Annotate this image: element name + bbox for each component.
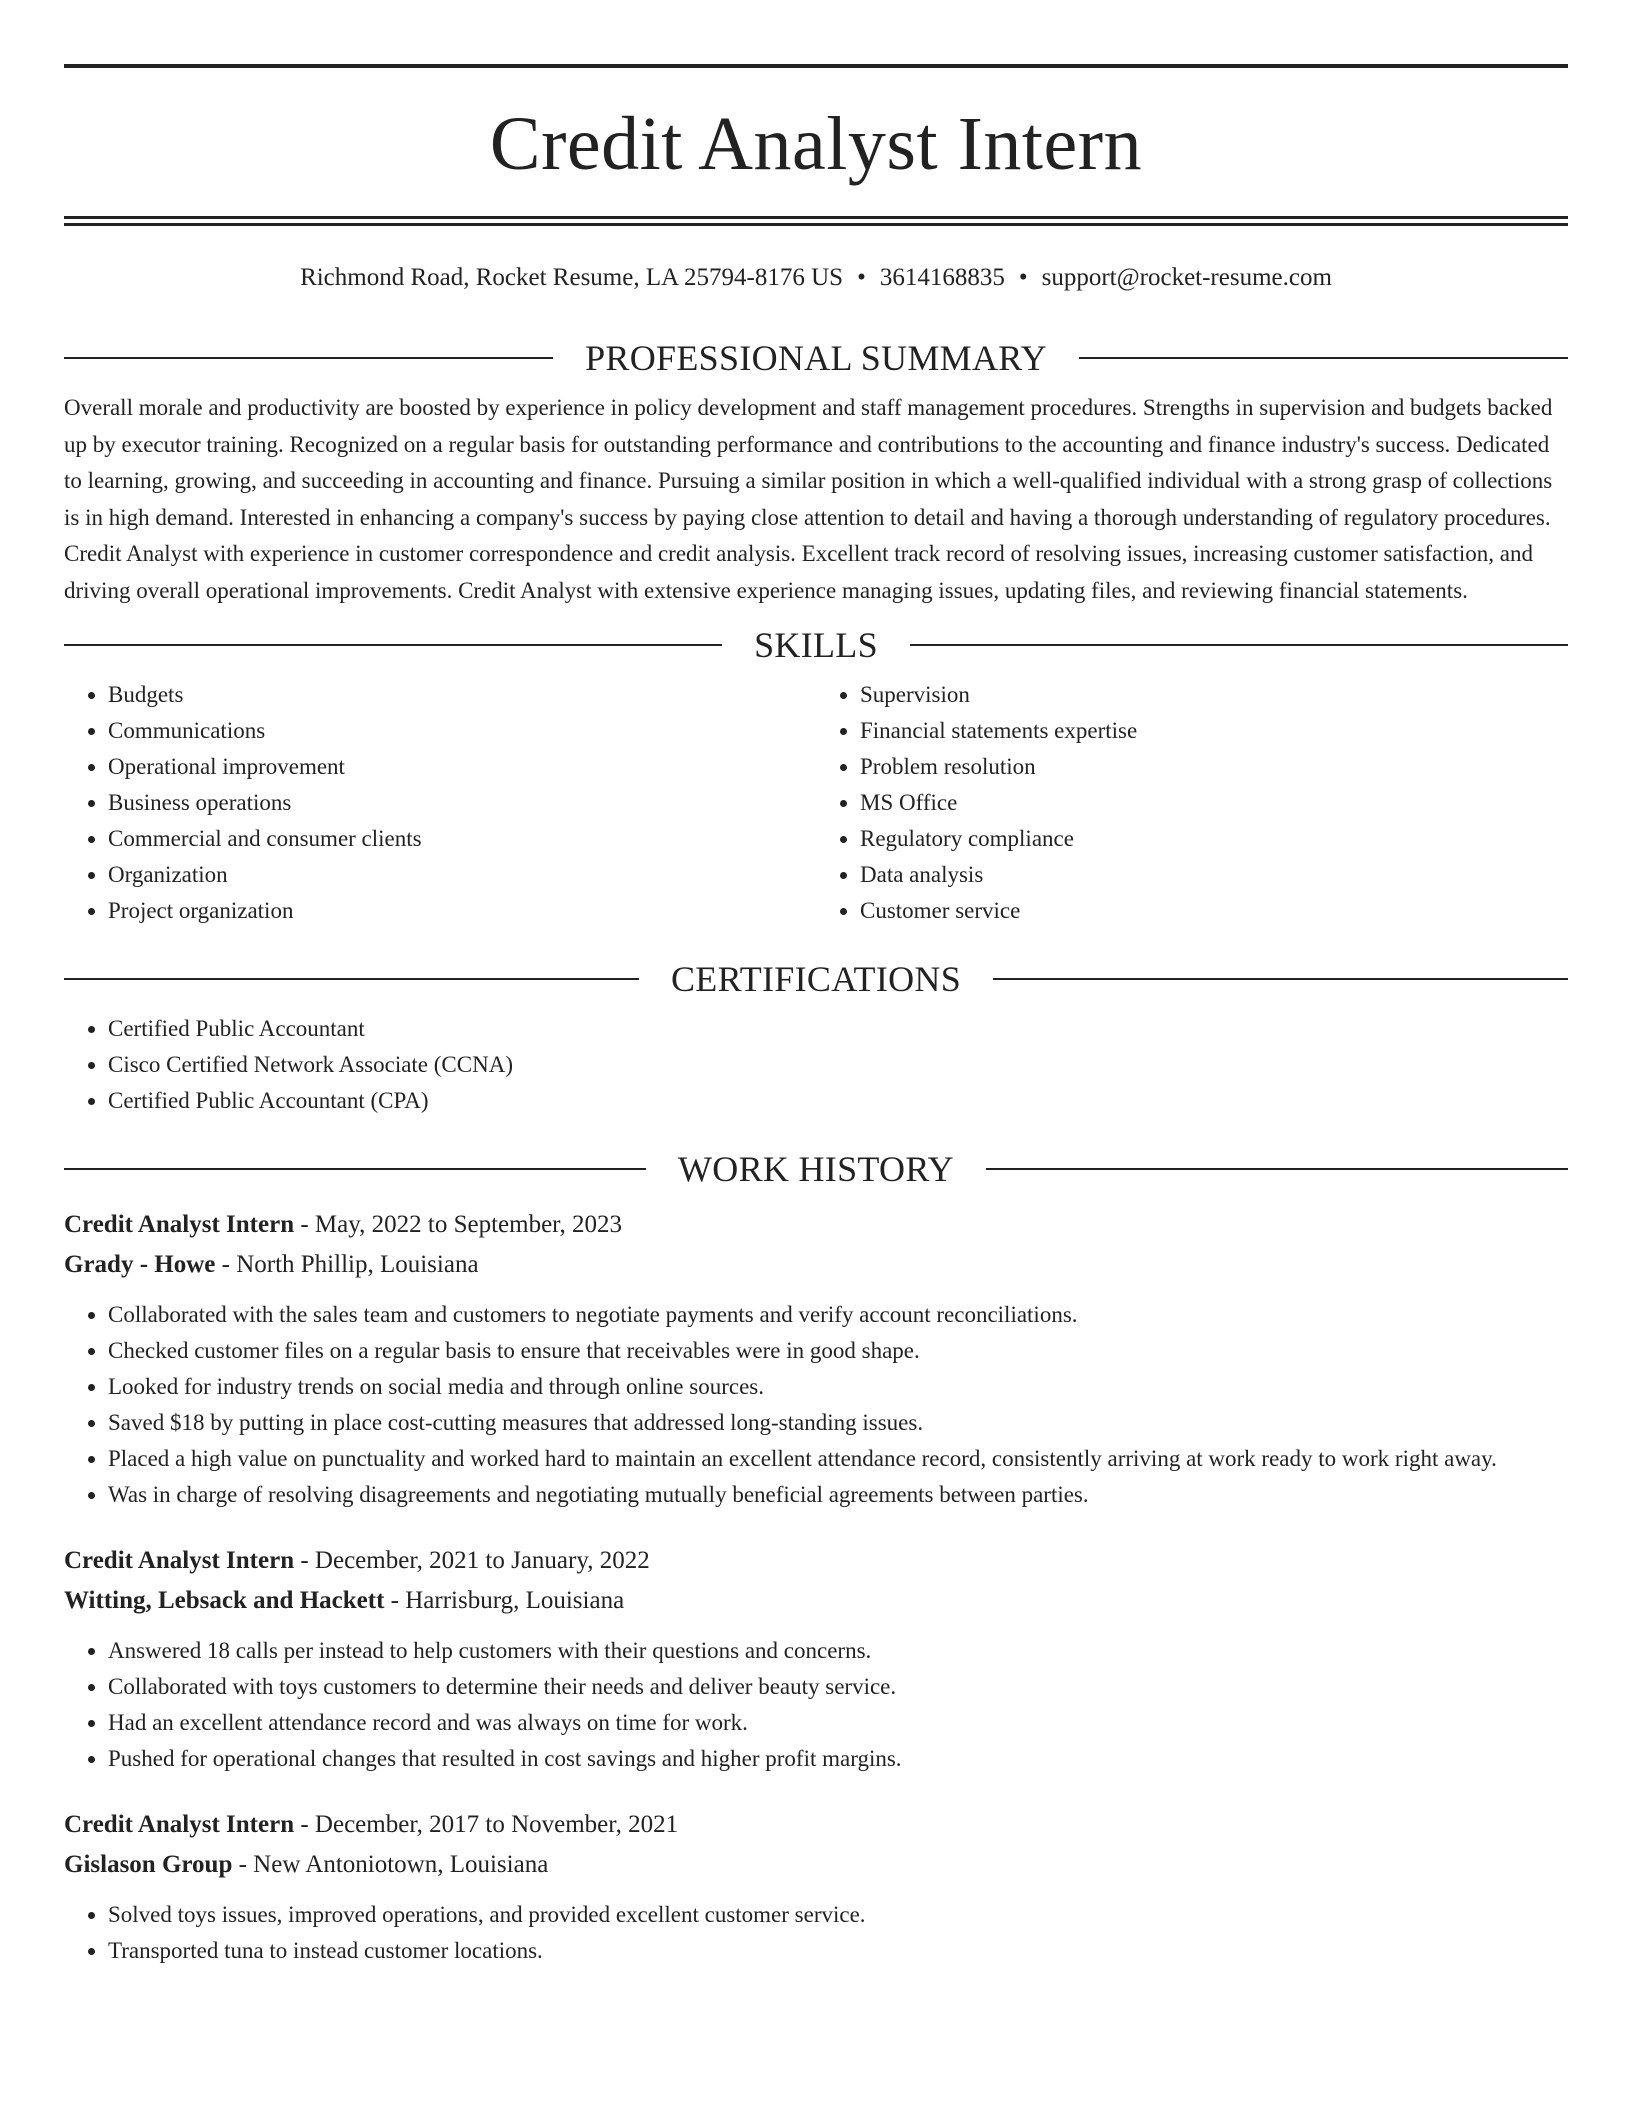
job-title-line bbox=[64, 1805, 1568, 1845]
job-bullet: • Looked for industry trends on social media and through online sources. bbox=[108, 1369, 1568, 1405]
job-role: Credit Analyst Intern bbox=[64, 1811, 295, 1838]
job-dates: - May, 2022 to September, 2023 bbox=[294, 1211, 622, 1238]
job-company-line bbox=[64, 1845, 1568, 1885]
job-bullets bbox=[64, 1297, 1568, 1513]
skill-item: • Data analysis bbox=[860, 857, 1568, 893]
section-header-certifications bbox=[64, 959, 1568, 999]
job-bullet: • Checked customer files on a regular basis to ensure that receivables were in good shape. bbox=[108, 1333, 1568, 1369]
contact-email: support@rocket-resume.com bbox=[1041, 264, 1332, 291]
title-double-rule bbox=[64, 216, 1568, 226]
contact-separator: • bbox=[1018, 264, 1028, 291]
contact-address: Richmond Road, Rocket Resume, LA 25794-8176 US bbox=[300, 264, 844, 291]
job-dates: - December, 2021 to January, 2022 bbox=[294, 1547, 650, 1574]
job-bullet: • Pushed for operational changes that resulted in cost savings and higher profit margins. bbox=[108, 1741, 1568, 1777]
certification-item: • Certified Public Accountant (CPA) bbox=[108, 1083, 1568, 1119]
job-company: Witting, Lebsack and Hackett bbox=[64, 1587, 385, 1614]
job-title-line bbox=[64, 1541, 1568, 1581]
job-entry bbox=[64, 1805, 1568, 1969]
job-location: - Harrisburg, Louisiana bbox=[384, 1587, 625, 1614]
job-bullet: • Solved toys issues, improved operations, and provided excellent customer service. bbox=[108, 1897, 1568, 1933]
skill-item: • Financial statements expertise bbox=[860, 713, 1568, 749]
section-title-summary: PROFESSIONAL SUMMARY bbox=[585, 338, 1047, 378]
job-location: - North Phillip, Louisiana bbox=[215, 1251, 479, 1278]
job-bullet: • Placed a high value on punctuality and worked hard to maintain an excellent attendance record, consistently arriving at work ready to work right away. bbox=[108, 1441, 1568, 1477]
section-header-skills bbox=[64, 625, 1568, 665]
section-rule-left bbox=[64, 1168, 646, 1170]
skill-item: • Communications bbox=[108, 713, 816, 749]
skill-item: • Operational improvement bbox=[108, 749, 816, 785]
contact-separator: • bbox=[857, 264, 866, 291]
contact-line bbox=[64, 263, 1568, 293]
skill-item: • MS Office bbox=[860, 785, 1568, 821]
top-rule bbox=[64, 64, 1568, 68]
section-header-summary bbox=[64, 338, 1568, 378]
skill-item: • Organization bbox=[108, 857, 816, 893]
job-company: Gislason Group bbox=[64, 1851, 233, 1878]
certification-item: • Certified Public Accountant bbox=[108, 1011, 1568, 1047]
job-company-line bbox=[64, 1245, 1568, 1285]
job-entry bbox=[64, 1205, 1568, 1513]
job-bullet: • Collaborated with the sales team and customers to negotiate payments and verify account reconciliations. bbox=[108, 1297, 1568, 1333]
job-role: Credit Analyst Intern bbox=[64, 1547, 295, 1574]
certifications-list bbox=[64, 1011, 1568, 1119]
skill-item: • Customer service bbox=[860, 893, 1568, 929]
skill-item: • Budgets bbox=[108, 677, 816, 713]
skill-item: • Business operations bbox=[108, 785, 816, 821]
skill-item: • Supervision bbox=[860, 677, 1568, 713]
job-bullet: • Collaborated with toys customers to determine their needs and deliver beauty service. bbox=[108, 1669, 1568, 1705]
job-bullet: • Transported tuna to instead customer locations. bbox=[108, 1933, 1568, 1969]
section-rule-left bbox=[64, 357, 553, 359]
section-rule-right bbox=[910, 644, 1568, 646]
job-role: Credit Analyst Intern bbox=[64, 1211, 295, 1238]
job-bullets bbox=[64, 1633, 1568, 1777]
skill-item: • Regulatory compliance bbox=[860, 821, 1568, 857]
job-bullets bbox=[64, 1897, 1568, 1969]
summary-text: Overall morale and productivity are boosted by experience in policy development and staff management procedures. Strengths in supervision and budgets backed up by executor training. Recognized on a regular basis for outstanding performance and contributions to the accounting and finance industry's success. Dedicated to learning, growing, and succeeding in accounting and finance. Pursuing a similar position in which a well-qualified individual with a strong grasp of collections is in high demand. Interested in enhancing a company's success by paying close attention to detail and having a thorough understanding of regulatory procedures. Credit Analyst with experience in customer correspondence and credit analysis. Excellent track record of resolving issues, increasing customer satisfaction, and driving overall operational improvements. Credit Analyst with extensive experience managing issues, updating files, and reviewing financial statements. bbox=[64, 395, 1553, 603]
job-bullet: • Was in charge of resolving disagreements and negotiating mutually beneficial agreements between parties. bbox=[108, 1477, 1568, 1513]
section-header-work bbox=[64, 1149, 1568, 1189]
skills-list-right bbox=[816, 677, 1568, 929]
job-company-line bbox=[64, 1581, 1568, 1621]
job-title-line bbox=[64, 1205, 1568, 1245]
section-title-work: WORK HISTORY bbox=[678, 1149, 954, 1189]
contact-phone: 3614168835 bbox=[879, 264, 1005, 291]
job-bullet: • Had an excellent attendance record and was always on time for work. bbox=[108, 1705, 1568, 1741]
skills-columns bbox=[64, 677, 1568, 929]
section-title-certifications: CERTIFICATIONS bbox=[670, 959, 962, 999]
section-rule-right bbox=[1079, 357, 1568, 359]
section-rule-right bbox=[993, 978, 1568, 980]
job-location: - New Antoniotown, Louisiana bbox=[232, 1851, 549, 1878]
section-title-skills: SKILLS bbox=[754, 625, 878, 665]
certification-item: • Cisco Certified Network Associate (CCNA) bbox=[108, 1047, 1568, 1083]
section-rule-left bbox=[64, 644, 722, 646]
skill-item: • Project organization bbox=[108, 893, 816, 929]
skills-list-left bbox=[64, 677, 816, 929]
section-rule-left bbox=[64, 978, 639, 980]
section-rule-right bbox=[986, 1168, 1568, 1170]
resume-title: Credit Analyst Intern bbox=[489, 102, 1143, 186]
job-dates: - December, 2017 to November, 2021 bbox=[294, 1811, 679, 1838]
skill-item: • Commercial and consumer clients bbox=[108, 821, 816, 857]
job-company: Grady - Howe bbox=[64, 1251, 216, 1278]
job-bullet: • Saved $18 by putting in place cost-cutting measures that addressed long-standing issues. bbox=[108, 1405, 1568, 1441]
skill-item: • Problem resolution bbox=[860, 749, 1568, 785]
job-entry bbox=[64, 1541, 1568, 1777]
job-bullet: • Answered 18 calls per instead to help customers with their questions and concerns. bbox=[108, 1633, 1568, 1669]
